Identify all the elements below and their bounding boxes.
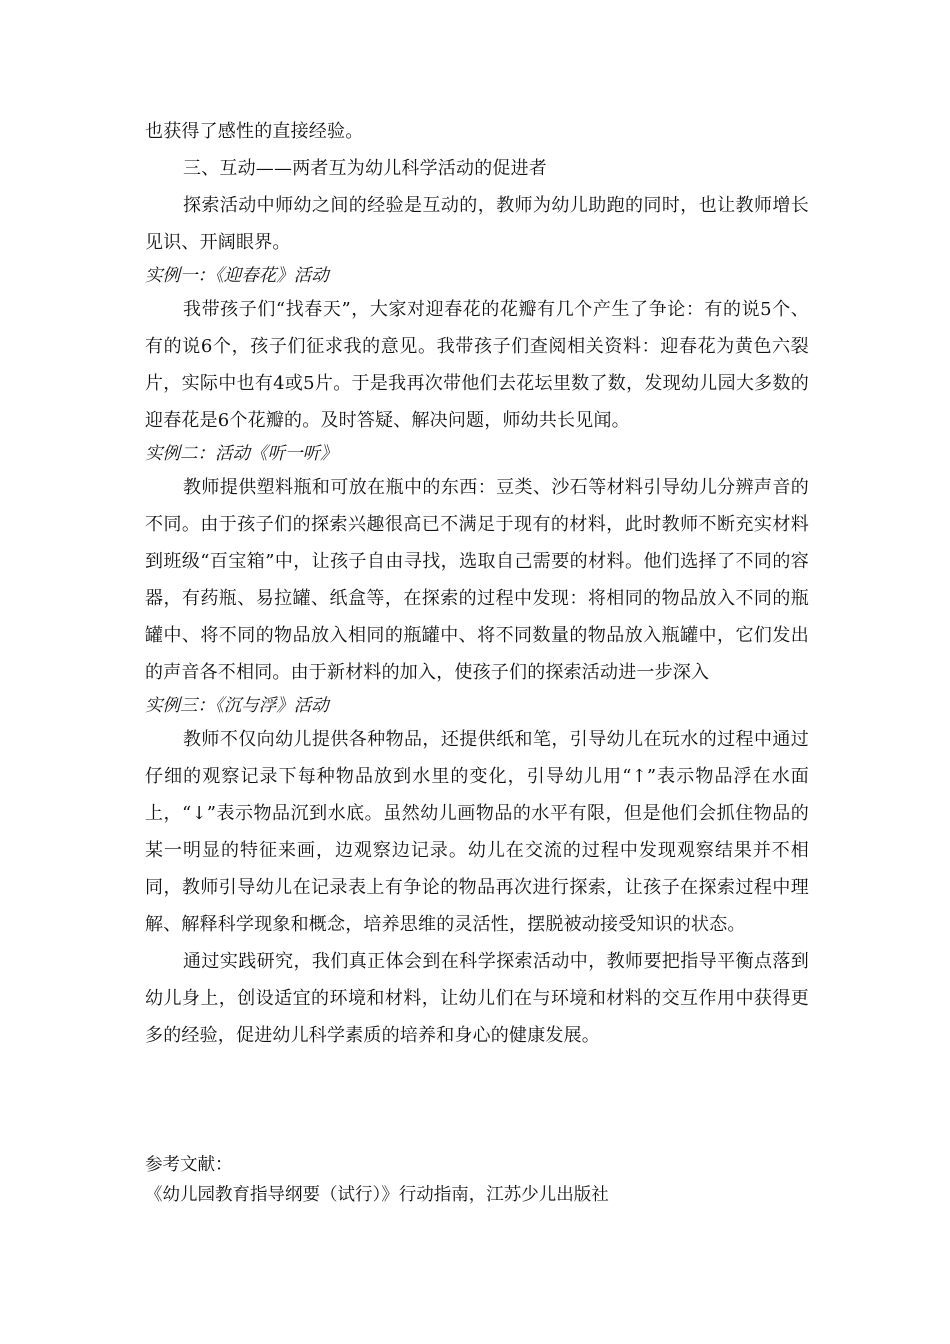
paragraph-example-3: 教师不仅向幼儿提供各种物品，还提供纸和笔，引导幼儿在玩水的过程中通过仔细的观察记录下每种物品放到水里的变化，引导幼儿用“↑”表示物品浮在水面上，“↓”表示物品沉到水底。虽然幼儿画物品的水平有限，但是他们会抓住物品的某一明显的特征来画，边观察边记录。幼儿在交流的过程中发现观察结果并不相同，教师引导幼儿在记录表上有争论的物品再次进行探索，让孩子在探索过程中理解、解释科学现象和概念，培养思维的灵活性，摆脱被动接受知识的状态。	[145, 729, 809, 935]
paragraph-conclusion: 通过实践研究，我们真正体会到在科学探索活动中，教师要把指导平衡点落到幼儿身上，创设适宜的环境和材料，让幼儿们在与环境和材料的交互作用中获得更多的经验，促进幼儿科学素质的培养和身心的健康发展。	[145, 951, 809, 1046]
example-heading-3: 实例三：《沉与浮》活动	[145, 696, 329, 716]
paragraph-example-2: 教师提供塑料瓶和可放在瓶中的东西：豆类、沙石等材料引导幼儿分辨声音的不同。由于孩子们的探索兴趣很高已不满足于现有的材料，此时教师不断充实材料到班级“百宝箱”中，让孩子自由寻找，选取自己需要的材料。他们选择了不同的容器，有药瓶、易拉罐、纸盒等，在探索的过程中发现：将相同的物品放入不同的瓶罐中、将不同的物品放入相同的瓶罐中、将不同数量的物品放入瓶罐中，它们发出的声音各不相同。由于新材料的加入，使孩子们的探索活动进一步深入	[145, 477, 809, 683]
reference-item: 《幼儿园教育指导纲要（试行）》行动指南，江苏少儿出版社	[145, 1185, 609, 1205]
references-section	[145, 1150, 809, 1210]
paragraph-continuation: 也获得了感性的直接经验。	[145, 121, 364, 142]
section-heading: 三、互动——两者互为幼儿科学活动的促进者	[183, 158, 547, 179]
paragraph-intro: 探索活动中师幼之间的经验是互动的，教师为幼儿助跑的同时，也让教师增长见识、开阔眼界。	[145, 195, 809, 253]
example-heading-1: 实例一：《迎春花》活动	[145, 266, 329, 286]
document-body	[145, 113, 809, 1054]
example-heading-2: 实例二：活动《听一听》	[145, 444, 338, 464]
paragraph-example-1: 我带孩子们“找春天”，大家对迎春花的花瓣有几个产生了争论：有的说5个、有的说6个，孩子们征求我的意见。我带孩子们查阅相关资料：迎春花为黄色六裂片，实际中也有4或5片。于是我再次带他们去花坛里数了数，发现幼儿园大多数的迎春花是6个花瓣的。及时答疑、解决问题，师幼共长见闻。	[145, 299, 809, 431]
references-heading: 参考文献：	[145, 1155, 233, 1175]
